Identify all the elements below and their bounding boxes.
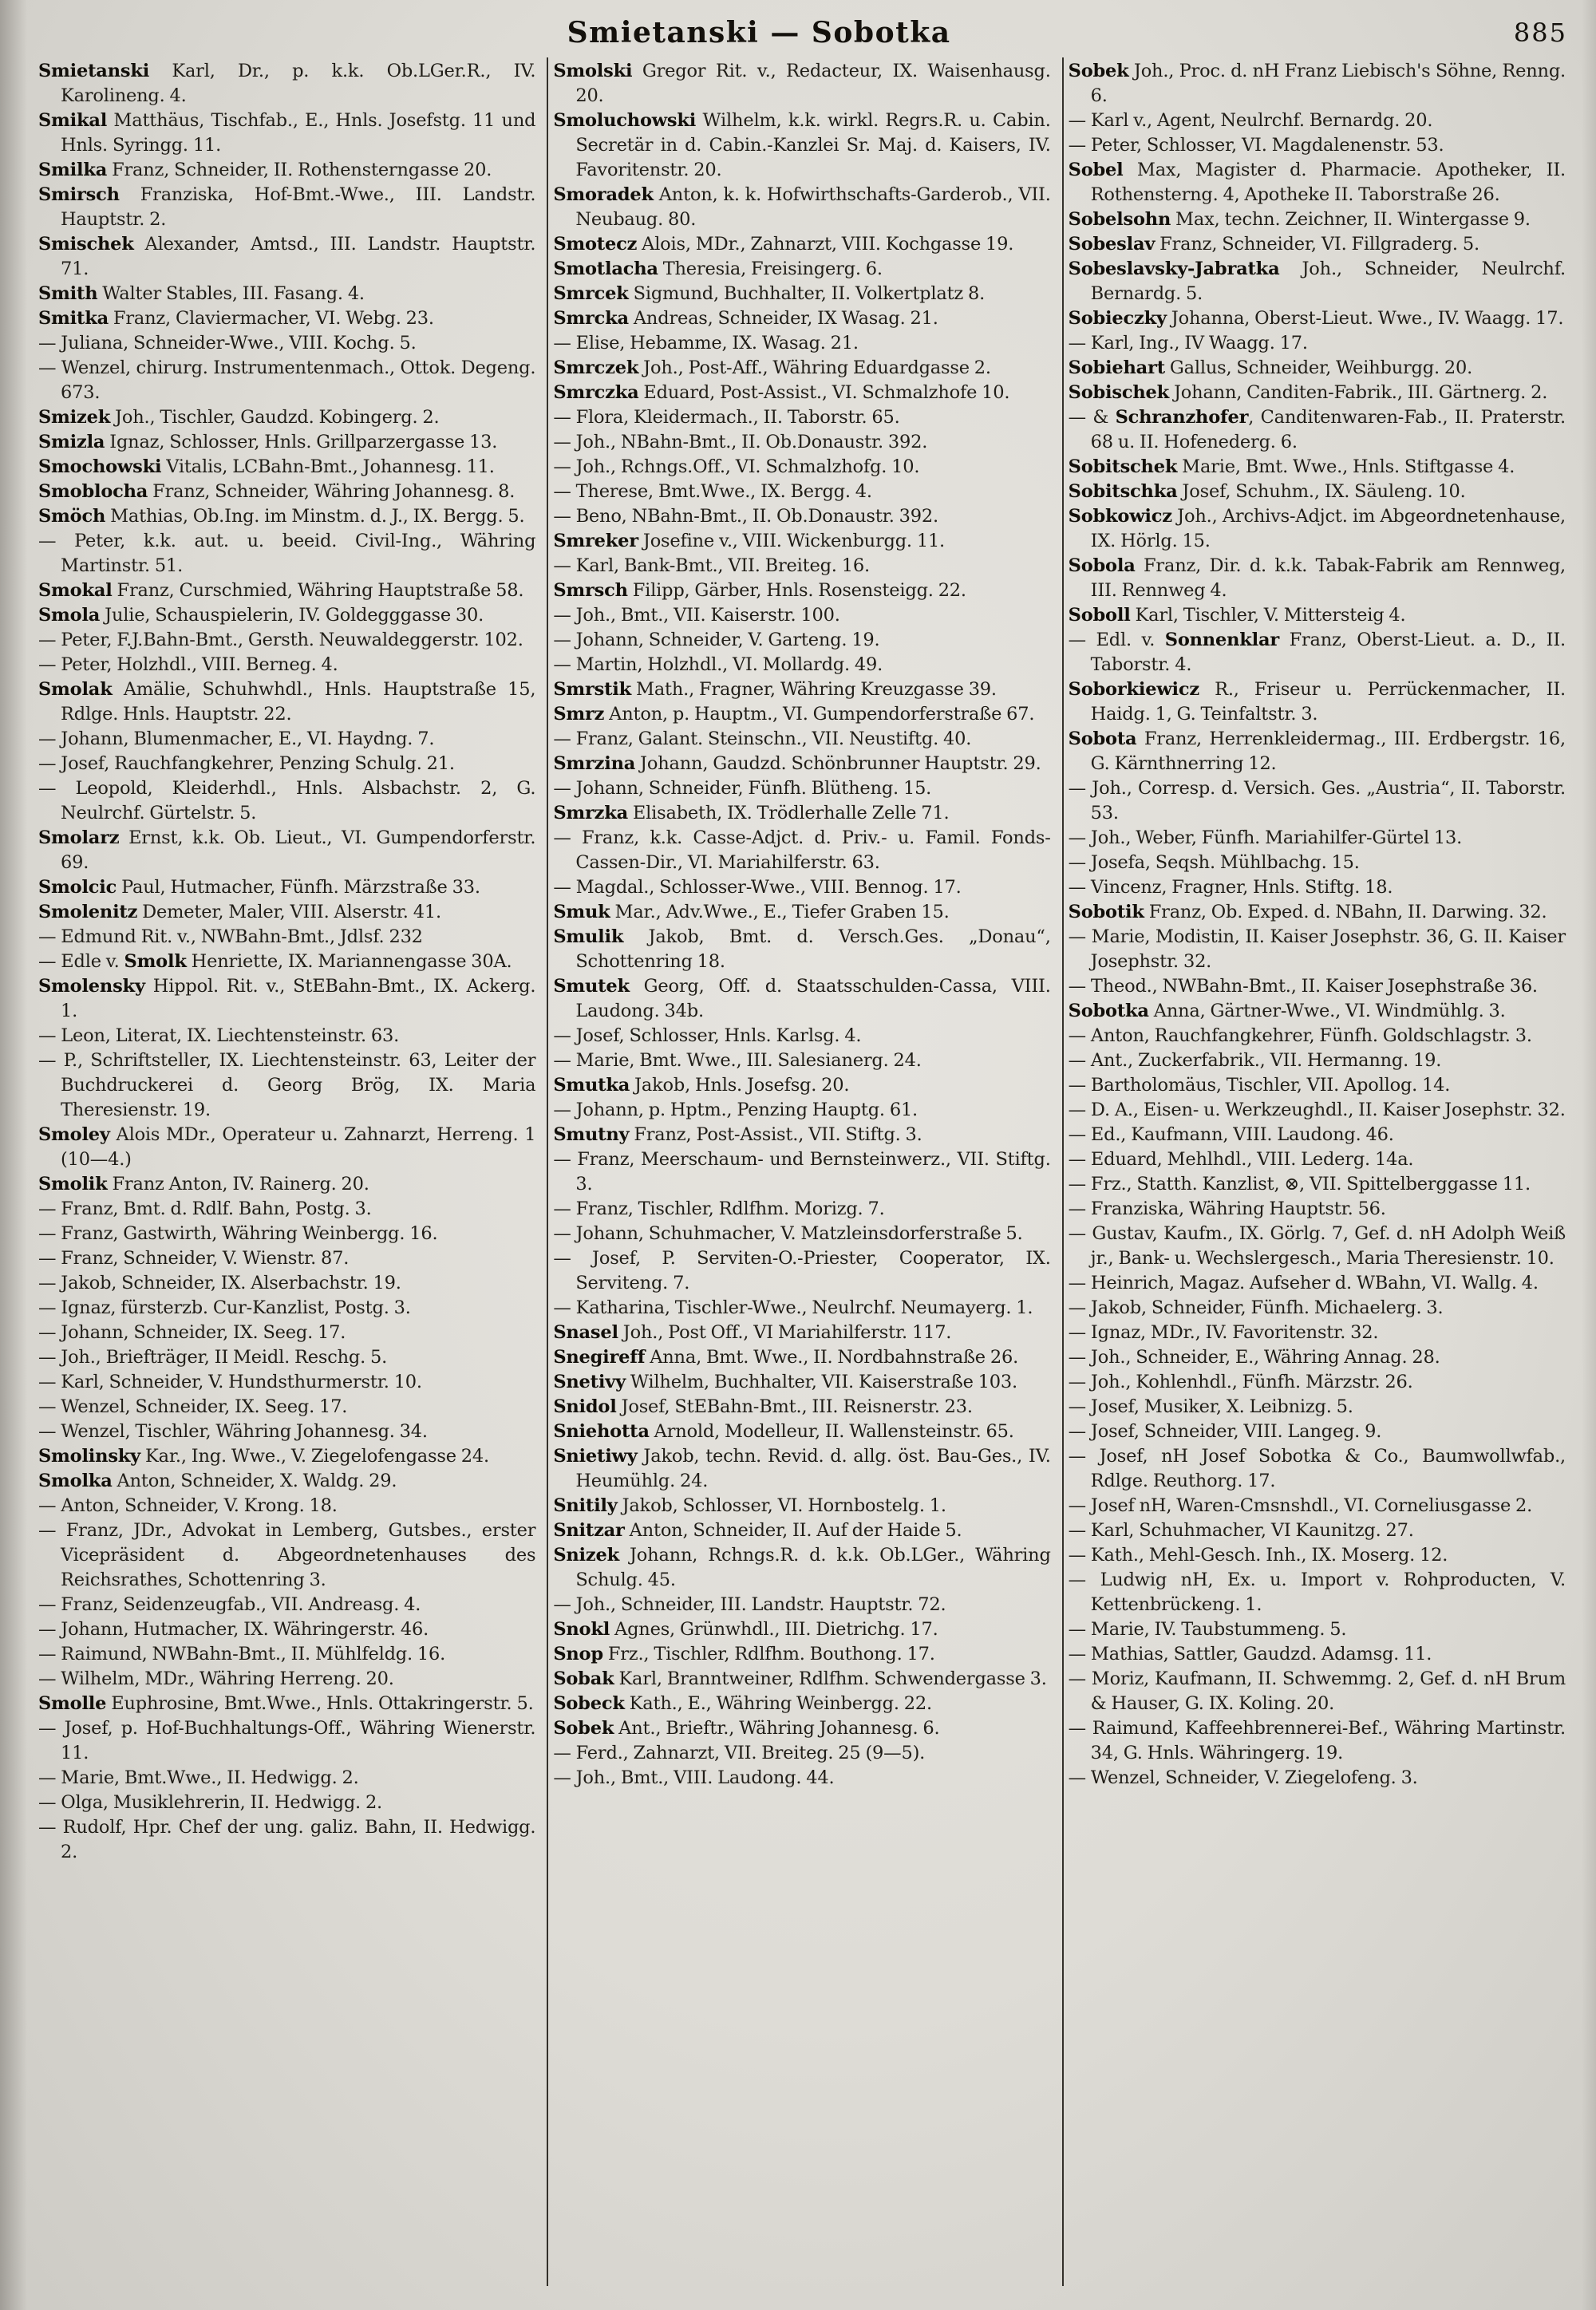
- directory-entry: — Josef, P. Serviten-O.-Priester, Cooperator, IX. Serviteng. 7.: [553, 1248, 1051, 1293]
- entry-surname: Schranzhofer: [1115, 407, 1249, 428]
- directory-entry: — Johann, Blumenmacher, E., VI. Haydng. 7.: [38, 729, 435, 749]
- entry-surname: Smrczka: [553, 382, 639, 403]
- directory-entry: — Magdal., Schlosser-Wwe., VIII. Bennog. 17.: [553, 877, 962, 898]
- directory-entry: — Franz, Seidenzeugfab., VII. Andreasg. 4.: [38, 1594, 421, 1615]
- directory-entry: — Jakob, Schneider, Fünfh. Michaelerg. 3.: [1068, 1297, 1444, 1318]
- directory-entry: — Josef, Musiker, X. Leibnizg. 5.: [1068, 1396, 1353, 1417]
- entry-surname: Snop: [553, 1644, 603, 1664]
- directory-entry: Sobiehart Gallus, Schneider, Weihburgg. 20.: [1068, 357, 1473, 378]
- directory-entry: Sobotik Franz, Ob. Exped. d. NBahn, II. Darwing. 32.: [1068, 902, 1547, 922]
- directory-entry: Snokl Agnes, Grünwhdl., III. Dietrichg. 17.: [553, 1619, 938, 1640]
- entry-surname: Soborkiewicz: [1068, 679, 1199, 700]
- entry-surname: Sobkowicz: [1068, 506, 1172, 527]
- entry-surname: Sobelsohn: [1068, 209, 1171, 230]
- entry-surname: Sobeslav: [1068, 234, 1156, 255]
- directory-entry: — Franz, Tischler, Rdlfhm. Morizg. 7.: [553, 1198, 885, 1219]
- directory-entry: — Rudolf, Hpr. Chef der ung. galiz. Bahn, II. Hedwigg. 2.: [38, 1817, 536, 1862]
- directory-entry: — Wilhelm, MDr., Währing Herreng. 20.: [38, 1668, 394, 1689]
- directory-entry: Smischek Alexander, Amtsd., III. Landstr. Hauptstr. 71.: [38, 234, 536, 279]
- directory-entry: — Wenzel, Schneider, IX. Seeg. 17.: [38, 1396, 348, 1417]
- directory-entry: Smutek Georg, Off. d. Staatsschulden-Cassa, VIII. Laudong. 34b.: [553, 976, 1051, 1021]
- directory-entry: — Juliana, Schneider-Wwe., VIII. Kochg. 5.: [38, 333, 417, 353]
- page-header: [35, 13, 1575, 54]
- directory-entry: Smoradek Anton, k. k. Hofwirthschafts-Garderob., VII. Neubaug. 80.: [553, 184, 1051, 230]
- directory-entry: — Karl, Schneider, V. Hundsthurmerstr. 10.: [38, 1372, 422, 1392]
- directory-entry: — Karl v., Agent, Neulrchf. Bernardg. 20.: [1068, 110, 1433, 131]
- directory-entry: — Ignaz, MDr., IV. Favoritenstr. 32.: [1068, 1322, 1379, 1343]
- directory-entry: Smola Julie, Schauspielerin, IV. Goldegggasse 30.: [38, 605, 484, 626]
- directory-entry: Smilka Franz, Schneider, II. Rothensterngasse 20.: [38, 160, 492, 180]
- column-divider: [547, 57, 548, 2286]
- entry-surname: Sobitschka: [1068, 481, 1178, 502]
- directory-entry: Snietiwy Jakob, techn. Revid. d. allg. öst. Bau-Ges., IV. Heumühlg. 24.: [553, 1446, 1051, 1491]
- directory-entry: — Vincenz, Fragner, Hnls. Stiftg. 18.: [1068, 877, 1393, 898]
- directory-entry: — Joh., Rchngs.Off., VI. Schmalzhofg. 10.: [553, 456, 920, 477]
- directory-entry: — Karl, Schuhmacher, VI Kaunitzg. 27.: [1068, 1520, 1414, 1541]
- directory-entry: — Franz, Gastwirth, Währing Weinbergg. 16.: [38, 1223, 438, 1244]
- directory-entry: — D. A., Eisen- u. Werkzeughdl., II. Kaiser Josephstr. 32.: [1068, 1100, 1566, 1120]
- directory-entry: — Moriz, Kaufmann, II. Schwemmg. 2, Gef. d. nH Brum & Hauser, G. IX. Koling. 20.: [1068, 1668, 1566, 1714]
- directory-entry: — Ed., Kaufmann, VIII. Laudong. 46.: [1068, 1124, 1394, 1145]
- directory-entry: Sobitschek Marie, Bmt. Wwe., Hnls. Stiftgasse 4.: [1068, 456, 1515, 477]
- directory-entry: Sobola Franz, Dir. d. k.k. Tabak-Fabrik am Rennweg, III. Rennweg 4.: [1068, 555, 1566, 601]
- entry-surname: Smolenitz: [38, 902, 138, 922]
- directory-entry: Smrcka Andreas, Schneider, IX Wasag. 21.: [553, 308, 938, 329]
- directory-entry: — Johann, Schneider, Fünfh. Blütheng. 15.: [553, 778, 932, 799]
- directory-entry: — Elise, Hebamme, IX. Wasag. 21.: [553, 333, 859, 353]
- directory-entry: — Bartholomäus, Tischler, VII. Apollog. 14.: [1068, 1075, 1451, 1096]
- entry-surname: Smrczek: [553, 357, 639, 378]
- entry-surname: Smotecz: [553, 234, 638, 255]
- directory-entry: Sobel Max, Magister d. Pharmacie. Apotheker, II. Rothensterng. 4, Apotheke II. Taborstraße 26.: [1068, 160, 1566, 205]
- entry-surname: Sobischek: [1068, 382, 1170, 403]
- entry-surname: Smotlacha: [553, 259, 658, 279]
- directory-entry: — Joh., Schneider, III. Landstr. Hauptstr. 72.: [553, 1594, 946, 1615]
- directory-entry: Snetivy Wilhelm, Buchhalter, VII. Kaiserstraße 103.: [553, 1372, 1017, 1392]
- entry-surname: Sobiehart: [1068, 357, 1165, 378]
- entry-surname: Smrzina: [553, 753, 636, 774]
- column-middle: [550, 57, 1060, 2286]
- entry-surname: Snasel: [553, 1322, 618, 1343]
- entry-surname: Snietiwy: [553, 1446, 638, 1467]
- directory-entry: — Katharina, Tischler-Wwe., Neulrchf. Neumayerg. 1.: [553, 1297, 1033, 1318]
- directory-entry: Smutny Franz, Post-Assist., VII. Stiftg. 3.: [553, 1124, 922, 1145]
- directory-entry: — Marie, IV. Taubstummeng. 5.: [1068, 1619, 1347, 1640]
- directory-entry: Smolka Anton, Schneider, X. Waldg. 29.: [38, 1471, 397, 1491]
- directory-entry: — Frz., Statth. Kanzlist, ⊗, VII. Spittelberggasse 11.: [1068, 1174, 1531, 1194]
- directory-entry: Smizek Joh., Tischler, Gaudzd. Kobingerg. 2.: [38, 407, 440, 428]
- directory-entry: — Flora, Kleidermach., II. Taborstr. 65.: [553, 407, 900, 428]
- directory-entry: — Johann, p. Hptm., Penzing Hauptg. 61.: [553, 1100, 918, 1120]
- entry-surname: Smrcek: [553, 283, 629, 304]
- directory-entry: — Franz, k.k. Casse-Adjct. d. Priv.- u. Famil. Fonds-Cassen-Dir., VI. Mariahilferstr. 63.: [553, 827, 1051, 873]
- entry-surname: Sobotka: [1068, 1001, 1149, 1021]
- directory-entry: Smrcek Sigmund, Buchhalter, II. Volkertplatz 8.: [553, 283, 986, 304]
- directory-entry: Smrsch Filipp, Gärber, Hnls. Rosensteigg. 22.: [553, 580, 966, 601]
- entry-surname: Smolk: [124, 951, 187, 972]
- entry-surname: Smolka: [38, 1471, 113, 1491]
- directory-entry: Smrzka Elisabeth, IX. Trödlerhalle Zelle 71.: [553, 803, 950, 823]
- directory-entry: — Joh., Kohlenhdl., Fünfh. Märzstr. 26.: [1068, 1372, 1413, 1392]
- directory-entry: Smrz Anton, p. Hauptm., VI. Gumpendorferstraße 67.: [553, 704, 1035, 725]
- directory-entry: Smoblocha Franz, Schneider, Währing Johannesg. 8.: [38, 481, 516, 502]
- directory-entry: Smolle Euphrosine, Bmt.Wwe., Hnls. Ottakringerstr. 5.: [38, 1693, 534, 1714]
- entry-surname: Smoluchowski: [553, 110, 697, 131]
- column-divider: [1062, 57, 1064, 2286]
- directory-entry: — Theod., NWBahn-Bmt., II. Kaiser Josephstraße 36.: [1068, 976, 1538, 997]
- directory-entry: — Marie, Bmt.Wwe., II. Hedwigg. 2.: [38, 1767, 359, 1788]
- directory-entry: Smrczek Joh., Post-Aff., Währing Eduardgasse 2.: [553, 357, 991, 378]
- entry-surname: Smolski: [553, 61, 633, 81]
- directory-entry: — Peter, Schlosser, VI. Magdalenenstr. 53.: [1068, 135, 1444, 156]
- directory-entry: — Josef, p. Hof-Buchhaltungs-Off., Währing Wienerstr. 11.: [38, 1718, 536, 1763]
- entry-surname: Smrz: [553, 704, 605, 725]
- directory-entry: — Joh., Schneider, E., Währing Annag. 28.: [1068, 1347, 1440, 1368]
- directory-entry: Sniehotta Arnold, Modelleur, II. Wallensteinstr. 65.: [553, 1421, 1014, 1442]
- directory-entry: Smulik Jakob, Bmt. d. Versch.Ges. „Donau“, Schottenring 18.: [553, 926, 1051, 972]
- column-right: [1065, 57, 1575, 2286]
- directory-entry: — Wenzel, Tischler, Währing Johannesg. 34.: [38, 1421, 428, 1442]
- entry-surname: Smutka: [553, 1075, 630, 1096]
- directory-entry: — Heinrich, Magaz. Aufseher d. WBahn, VI. Wallg. 4.: [1068, 1273, 1539, 1293]
- entry-surname: Sobek: [553, 1718, 614, 1739]
- directory-entry: — Karl, Ing., IV Waagg. 17.: [1068, 333, 1308, 353]
- entry-surname: Smoley: [38, 1124, 110, 1145]
- directory-entry: — Franz, Meerschaum- und Bernsteinwerz., VII. Stiftg. 3.: [553, 1149, 1051, 1194]
- directory-entry: — Franz, Schneider, V. Wienstr. 87.: [38, 1248, 350, 1269]
- entry-surname: Sobota: [1068, 729, 1137, 749]
- entry-surname: Sobeck: [553, 1693, 625, 1714]
- directory-entry: — & Schranzhofer, Canditenwaren-Fab., II. Praterstr. 68 u. II. Hofenederg. 6.: [1068, 407, 1566, 452]
- directory-entry: — Ludwig nH, Ex. u. Import v. Rohproducten, V. Kettenbrückeng. 1.: [1068, 1570, 1566, 1615]
- entry-surname: Smöch: [38, 506, 106, 527]
- directory-entry: — Ferd., Zahnarzt, VII. Breiteg. 25 (9—5).: [553, 1743, 926, 1763]
- entry-surname: Sobeslavsky-Jabratka: [1068, 259, 1280, 279]
- entry-surname: Sobel: [1068, 160, 1124, 180]
- entry-surname: Sniehotta: [553, 1421, 650, 1442]
- entry-surname: Smolak: [38, 679, 113, 700]
- directory-entry: — Josef nH, Waren-Cmsnshdl., VI. Corneliusgasse 2.: [1068, 1495, 1533, 1516]
- entry-surname: Snokl: [553, 1619, 610, 1640]
- entry-surname: Sobitschek: [1068, 456, 1178, 477]
- directory-entry: — Gustav, Kaufm., IX. Görlg. 7, Gef. d. nH Adolph Weiß jr., Bank- u. Wechslergesch., Maria Theresienstr. 10.: [1068, 1223, 1566, 1269]
- directory-entry: Smolski Gregor Rit. v., Redacteur, IX. Waisenhausg. 20.: [553, 61, 1051, 106]
- directory-entry: Sobeck Kath., E., Währing Weinbergg. 22.: [553, 1693, 932, 1714]
- entry-surname: Snitzar: [553, 1520, 625, 1541]
- directory-entry: Smolik Franz Anton, IV. Rainerg. 20.: [38, 1174, 369, 1194]
- directory-entry: Smoley Alois MDr., Operateur u. Zahnarzt, Herreng. 1 (10—4.): [38, 1124, 536, 1170]
- directory-entry: Sobak Karl, Branntweiner, Rdlfhm. Schwendergasse 3.: [553, 1668, 1047, 1689]
- directory-entry: Smolensky Hippol. Rit. v., StEBahn-Bmt., IX. Ackerg. 1.: [38, 976, 536, 1021]
- directory-entry: — Franz, Bmt. d. Rdlf. Bahn, Postg. 3.: [38, 1198, 372, 1219]
- entry-surname: Smulik: [553, 926, 624, 947]
- entry-surname: Smoblocha: [38, 481, 148, 502]
- directory-entry: — Peter, F.J.Bahn-Bmt., Gersth. Neuwaldeggerstr. 102.: [38, 630, 523, 650]
- directory-entry: — Johann, Hutmacher, IX. Währingerstr. 46.: [38, 1619, 429, 1640]
- entry-surname: Smirsch: [38, 184, 120, 205]
- entry-surname: Smuk: [553, 902, 610, 922]
- directory-entry: — Johann, Schuhmacher, V. Matzleinsdorferstraße 5.: [553, 1223, 1023, 1244]
- directory-entry: Sobitschka Josef, Schuhm., IX. Säuleng. 10.: [1068, 481, 1466, 502]
- directory-entry: Smitka Franz, Claviermacher, VI. Webg. 23.: [38, 308, 434, 329]
- directory-entry: — Franziska, Währing Hauptstr. 56.: [1068, 1198, 1386, 1219]
- directory-entry: Smirsch Franziska, Hof-Bmt.-Wwe., III. Landstr. Hauptstr. 2.: [38, 184, 536, 230]
- directory-entry: Smolak Amälie, Schuhwhdl., Hnls. Hauptstraße 15, Rdlge. Hnls. Hauptstr. 22.: [38, 679, 536, 725]
- entry-surname: Snetivy: [553, 1372, 626, 1392]
- directory-entry: — Edl. v. Sonnenklar Franz, Oberst-Lieut. a. D., II. Taborstr. 4.: [1068, 630, 1566, 675]
- entry-surname: Smilka: [38, 160, 108, 180]
- entry-surname: Smikal: [38, 110, 108, 131]
- entry-surname: Smolik: [38, 1174, 108, 1194]
- directory-entry: — Edle v. Smolk Henriette, IX. Mariannengasse 30A.: [38, 951, 512, 972]
- directory-entry: Smolinsky Kar., Ing. Wwe., V. Ziegelofengasse 24.: [38, 1446, 489, 1467]
- directory-entry: — Joh., NBahn-Bmt., II. Ob.Donaustr. 392.: [553, 432, 928, 452]
- directory-entry: Smochowski Vitalis, LCBahn-Bmt., Johannesg. 11.: [38, 456, 495, 477]
- directory-entry: Smrstik Math., Fragner, Währing Kreuzgasse 39.: [553, 679, 997, 700]
- entry-surname: Smischek: [38, 234, 134, 255]
- directory-entry: Smuk Mar., Adv.Wwe., E., Tiefer Graben 15.: [553, 902, 950, 922]
- directory-entry: — Peter, Holzhdl., VIII. Berneg. 4.: [38, 654, 338, 675]
- directory-entry: — P., Schriftsteller, IX. Liechtensteinstr. 63, Leiter der Buchdruckerei d. Georg Brög, IX. Maria Theresienstr. 19.: [38, 1050, 536, 1120]
- directory-entry: — Jakob, Schneider, IX. Alserbachstr. 19.: [38, 1273, 401, 1293]
- directory-entry: — Marie, Bmt. Wwe., III. Salesianerg. 24.: [553, 1050, 922, 1071]
- directory-entry: — Franz, Galant. Steinschn., VII. Neustiftg. 40.: [553, 729, 972, 749]
- directory-entry: Sobieczky Johanna, Oberst-Lieut. Wwe., IV. Waagg. 17.: [1068, 308, 1564, 329]
- directory-entry: — Josef, Rauchfangkehrer, Penzing Schulg. 21.: [38, 753, 455, 774]
- directory-entry: Smotlacha Theresia, Freisingerg. 6.: [553, 259, 883, 279]
- entry-surname: Smokal: [38, 580, 113, 601]
- entry-surname: Smolle: [38, 1693, 107, 1714]
- directory-entry: — Peter, k.k. aut. u. beeid. Civil-Ing., Währing Martinstr. 51.: [38, 531, 536, 576]
- directory-entry: — Leon, Literat, IX. Liechtensteinstr. 63.: [38, 1025, 400, 1046]
- directory-entry: Snizek Johann, Rchngs.R. d. k.k. Ob.LGer., Währing Schulg. 45.: [553, 1545, 1051, 1590]
- entry-surname: Smizla: [38, 432, 105, 452]
- entry-surname: Smrzka: [553, 803, 628, 823]
- directory-entry: Smikal Matthäus, Tischfab., E., Hnls. Josefstg. 11 und Hnls. Syringg. 11.: [38, 110, 536, 156]
- entry-surname: Smochowski: [38, 456, 162, 477]
- entry-surname: Sonnenklar: [1164, 630, 1280, 650]
- directory-entry: — Josef, Schlosser, Hnls. Karlsg. 4.: [553, 1025, 862, 1046]
- directory-entry: — Josefa, Seqsh. Mühlbachg. 15.: [1068, 852, 1360, 873]
- directory-entry: — Joh., Corresp. d. Versich. Ges. „Austria“, II. Taborstr. 53.: [1068, 778, 1566, 823]
- directory-entry: — Marie, Modistin, II. Kaiser Josephstr. 36, G. II. Kaiser Josephstr. 32.: [1068, 926, 1566, 972]
- entry-surname: Snitily: [553, 1495, 618, 1516]
- directory-entry: Sobeslav Franz, Schneider, VI. Fillgraderg. 5.: [1068, 234, 1479, 255]
- entry-surname: Smutek: [553, 976, 630, 997]
- entry-surname: Snegireff: [553, 1347, 646, 1368]
- entry-surname: Smrcka: [553, 308, 629, 329]
- entry-surname: Smoradek: [553, 184, 654, 205]
- directory-entry: Sobischek Johann, Canditen-Fabrik., III. Gärtnerg. 2.: [1068, 382, 1548, 403]
- directory-entry: — Anton, Rauchfangkehrer, Fünfh. Goldschlagstr. 3.: [1068, 1025, 1532, 1046]
- directory-entry: — Raimund, NWBahn-Bmt., II. Mühlfeldg. 16.: [38, 1644, 446, 1664]
- directory-entry: Snasel Joh., Post Off., VI Mariahilferstr. 117.: [553, 1322, 952, 1343]
- entry-surname: Smith: [38, 283, 98, 304]
- directory-entry: — Edmund Rit. v., NWBahn-Bmt., Jdlsf. 232: [38, 926, 423, 947]
- directory-entry: — Wenzel, Schneider, V. Ziegelofeng. 3.: [1068, 1767, 1418, 1788]
- directory-entry: Smizla Ignaz, Schlosser, Hnls. Grillparzergasse 13.: [38, 432, 498, 452]
- entry-surname: Smolensky: [38, 976, 145, 997]
- entry-surname: Smizek: [38, 407, 111, 428]
- entry-surname: Smrstik: [553, 679, 632, 700]
- directory-entry: Smietanski Karl, Dr., p. k.k. Ob.LGer.R., IV. Karolineng. 4.: [38, 61, 536, 106]
- entry-surname: Smolarz: [38, 827, 120, 848]
- directory-entry: Smolcic Paul, Hutmacher, Fünfh. Märzstraße 33.: [38, 877, 480, 898]
- directory-entry: Soborkiewicz R., Friseur u. Perrückenmacher, II. Haidg. 1, G. Teinfaltstr. 3.: [1068, 679, 1566, 725]
- directory-entry: Sobotka Anna, Gärtner-Wwe., VI. Windmühlg. 3.: [1068, 1001, 1506, 1021]
- directory-entry: Smoluchowski Wilhelm, k.k. wirkl. Regrs.R. u. Cabin. Secretär in d. Cabin.-Kanzlei Sr. Maj. d. Kaisers, IV. Favoritenstr. 20.: [553, 110, 1051, 180]
- directory-entry: — Joh., Bmt., VIII. Laudong. 44.: [553, 1767, 835, 1788]
- directory-entry: Snitily Jakob, Schlosser, VI. Hornbostelg. 1.: [553, 1495, 946, 1516]
- entry-surname: Snidol: [553, 1396, 617, 1417]
- directory-entry: — Wenzel, chirurg. Instrumentenmach., Ottok. Degeng. 673.: [38, 357, 536, 403]
- directory-entry: — Johann, Schneider, V. Garteng. 19.: [553, 630, 880, 650]
- entry-surname: Smreker: [553, 531, 638, 551]
- directory-entry: Sobkowicz Joh., Archivs-Adjct. im Abgeordnetenhause, IX. Hörlg. 15.: [1068, 506, 1566, 551]
- directory-entry: Snop Frz., Tischler, Rdlfhm. Bouthong. 17.: [553, 1644, 935, 1664]
- directory-entry: — Josef, nH Josef Sobotka & Co., Baumwollwfab., Rdlge. Reuthorg. 17.: [1068, 1446, 1566, 1491]
- directory-entry: — Joh., Bmt., VII. Kaiserstr. 100.: [553, 605, 840, 626]
- directory-entry: Snidol Josef, StEBahn-Bmt., III. Reisnerstr. 23.: [553, 1396, 973, 1417]
- directory-entry: Sobota Franz, Herrenkleidermag., III. Erdbergstr. 16, G. Kärnthnerring 12.: [1068, 729, 1566, 774]
- directory-entry: — Leopold, Kleiderhdl., Hnls. Alsbachstr. 2, G. Neulrchf. Gürtelstr. 5.: [38, 778, 536, 823]
- entry-surname: Smitka: [38, 308, 109, 329]
- entry-surname: Smolcic: [38, 877, 117, 898]
- directory-entry: Smolarz Ernst, k.k. Ob. Lieut., VI. Gumpendorferstr. 69.: [38, 827, 536, 873]
- directory-entry: — Martin, Holzhdl., VI. Mollardg. 49.: [553, 654, 883, 675]
- entry-surname: Smietanski: [38, 61, 150, 81]
- entry-surname: Sobotik: [1068, 902, 1144, 922]
- directory-entry: — Karl, Bank-Bmt., VII. Breiteg. 16.: [553, 555, 870, 576]
- directory-entry: — Franz, JDr., Advokat in Lemberg, Gutsbes., erster Vicepräsident d. Abgeordnetenhauses des Reichsrathes, Schottenring 3.: [38, 1520, 536, 1590]
- directory-columns: [35, 57, 1575, 2286]
- directory-entry: — Ant., Zuckerfabrik., VII. Hermanng. 19.: [1068, 1050, 1442, 1071]
- entry-surname: Smrsch: [553, 580, 628, 601]
- directory-entry: Smrzina Johann, Gaudzd. Schönbrunner Hauptstr. 29.: [553, 753, 1041, 774]
- directory-entry: — Mathias, Sattler, Gaudzd. Adamsg. 11.: [1068, 1644, 1432, 1664]
- directory-entry: Snegireff Anna, Bmt. Wwe., II. Nordbahnstraße 26.: [553, 1347, 1019, 1368]
- directory-entry: — Raimund, Kaffeehbrennerei-Bef., Währing Martinstr. 34, G. Hnls. Währingerg. 19.: [1068, 1718, 1566, 1763]
- running-head-title: Smietanski — Sobotka: [567, 16, 951, 49]
- entry-surname: Soboll: [1068, 605, 1131, 626]
- directory-entry: Smith Walter Stables, III. Fasang. 4.: [38, 283, 365, 304]
- entry-surname: Sobieczky: [1068, 308, 1167, 329]
- directory-entry: Smokal Franz, Curschmied, Währing Hauptstraße 58.: [38, 580, 524, 601]
- directory-entry: Smolenitz Demeter, Maler, VIII. Alserstr. 41.: [38, 902, 441, 922]
- page-number: 885: [1513, 18, 1567, 48]
- directory-entry: — Kath., Mehl-Gesch. Inh., IX. Moserg. 12.: [1068, 1545, 1448, 1566]
- directory-entry: — Joh., Weber, Fünfh. Mariahilfer-Gürtel 13.: [1068, 827, 1463, 848]
- directory-entry: Smrczka Eduard, Post-Assist., VI. Schmalzhofe 10.: [553, 382, 1010, 403]
- directory-entry: Sobek Joh., Proc. d. nH Franz Liebisch's Söhne, Renng. 6.: [1068, 61, 1566, 106]
- entry-surname: Smolinsky: [38, 1446, 141, 1467]
- directory-entry: Smutka Jakob, Hnls. Josefsg. 20.: [553, 1075, 850, 1096]
- directory-entry: — Anton, Schneider, V. Krong. 18.: [38, 1495, 338, 1516]
- directory-entry: — Olga, Musiklehrerin, II. Hedwigg. 2.: [38, 1792, 383, 1813]
- directory-entry: Smreker Josefine v., VIII. Wickenburgg. 11.: [553, 531, 946, 551]
- directory-entry: — Johann, Schneider, IX. Seeg. 17.: [38, 1322, 346, 1343]
- directory-entry: Soboll Karl, Tischler, V. Mittersteig 4.: [1068, 605, 1406, 626]
- entry-surname: Sobak: [553, 1668, 614, 1689]
- directory-entry: — Ignaz, fürsterzb. Cur-Kanzlist, Postg. 3.: [38, 1297, 411, 1318]
- entry-surname: Smutny: [553, 1124, 630, 1145]
- entry-surname: Sobola: [1068, 555, 1136, 576]
- directory-entry: — Beno, NBahn-Bmt., II. Ob.Donaustr. 392.: [553, 506, 938, 527]
- directory-entry: — Joh., Briefträger, II Meidl. Reschg. 5.: [38, 1347, 388, 1368]
- entry-surname: Smola: [38, 605, 101, 626]
- directory-entry: Smotecz Alois, MDr., Zahnarzt, VIII. Kochgasse 19.: [553, 234, 1014, 255]
- directory-entry: Smöch Mathias, Ob.Ing. im Minstm. d. J., IX. Bergg. 5.: [38, 506, 525, 527]
- directory-entry: Sobelsohn Max, techn. Zeichner, II. Wintergasse 9.: [1068, 209, 1531, 230]
- directory-entry: — Josef, Schneider, VIII. Langeg. 9.: [1068, 1421, 1382, 1442]
- column-left: [35, 57, 545, 2286]
- directory-entry: — Eduard, Mehlhdl., VIII. Lederg. 14a.: [1068, 1149, 1414, 1170]
- entry-surname: Snizek: [553, 1545, 619, 1566]
- directory-entry: — Therese, Bmt.Wwe., IX. Bergg. 4.: [553, 481, 872, 502]
- entry-surname: Sobek: [1068, 61, 1129, 81]
- directory-entry: Sobeslavsky-Jabratka Joh., Schneider, Neulrchf. Bernardg. 5.: [1068, 259, 1566, 304]
- directory-entry: Snitzar Anton, Schneider, II. Auf der Haide 5.: [553, 1520, 962, 1541]
- directory-entry: Sobek Ant., Brieftr., Währing Johannesg. 6.: [553, 1718, 940, 1739]
